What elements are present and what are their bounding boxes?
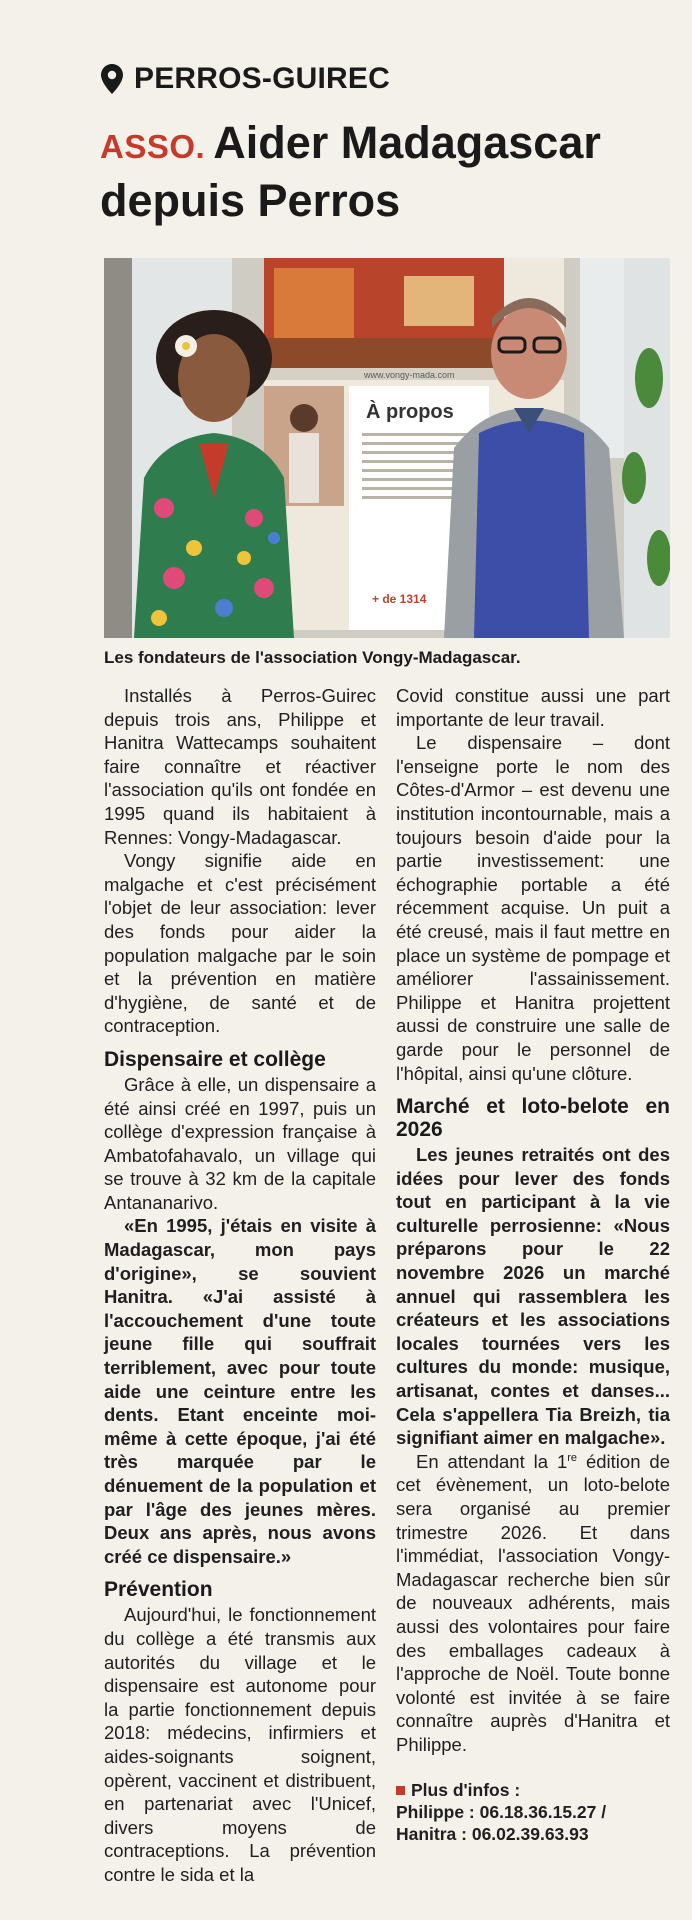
location-label: PERROS-GUIREC [134, 62, 390, 95]
article-column-2 [396, 684, 670, 1845]
paragraph: Installés à Perros-Guirec depuis trois ans, Philippe et Hanitra Wattecamps souhaitent faire connaître et réactiver l'association qu'ils ont fondée en 1995 quand ils habitaient à Rennes: Vongy-Madagascar. [104, 685, 376, 848]
location-header [100, 62, 390, 96]
paragraph: Covid constitue aussi une part importante de leur travail. [396, 685, 670, 730]
headline-line1: Aider Madagascar [213, 117, 601, 168]
contact-info [396, 1779, 670, 1845]
paragraph: Vongy signifie aide en malgache et c'est précisément l'objet de leur association: lever des fonds pour aider la population malgache par le soin et la prévention en matière d'hygiène, de santé et de contraception. [104, 850, 376, 1037]
superscript: re [567, 1451, 578, 1464]
paragraph: Grâce à elle, un dispensaire a été ainsi créé en 1997, puis un collège d'expression française à Ambatofahavalo, un village qui se trouve à 32 km de la capitale Antananarivo. [104, 1073, 376, 1213]
subheading: Marché et loto-belote en 2026 [396, 1095, 670, 1142]
subheading: Prévention [104, 1578, 213, 1602]
paragraph: Aujourd'hui, le fonctionnement du collège a été transmis aux autorités du village et le dispensaire est autonome pour la partie fonctionnement depuis 2018: médecins, infirmiers et aides-soignants soignent, opèrent, vaccinent et distribuent, en partenariat avec l'Unicef, divers moyens de contraceptions. La prévention contre le sida et la [104, 1604, 376, 1885]
paragraph: Le dispensaire – dont l'enseigne porte le nom des Côtes-d'Armor – est devenu une institution incontournable, mais a toujours besoin d'aide pour la partie investissement: une échographie portable a été récemment acquise. Un puit a été creusé, mais il faut mettre en place un système de pompage et améliorer l'assainissement. Philippe et Hanitra projettent aussi de construire une salle de garde pour le personnel de l'hôpital, ainsi qu'une clôture. [396, 732, 670, 1084]
article-headline [100, 116, 670, 228]
contact-philippe: Philippe : 06.18.36.15.27 / [396, 1801, 607, 1822]
bullet-square-icon [396, 1786, 405, 1795]
paragraph-rest: édition de cet évènement, un loto-belote sera organisé au premier trimestre 2026. Et dans l'immédiat, l'association Vongy-Madagascar recherche bien sûr de nouveaux adhérents, mais aussi des volontaires pour faire des emballages cadeaux à l'approche de Noël. Toute bonne volonté est invitée à se faire connaître auprès d'Hanitra et Philippe. [396, 1450, 671, 1755]
photo-illustration [104, 258, 670, 638]
headline-line2: depuis Perros [100, 175, 401, 226]
map-pin-icon [100, 63, 124, 95]
sign-title: À propos [366, 401, 454, 423]
quote-paragraph: «En 1995, j'étais en visite à Madagascar, mon pays d'origine», se souvient Hanitra. «J'ai assisté à l'accouchement d'une toute jeune fille qui souffrait terriblement, avec pour toute aide une ceinture entre les dents. Etant enceinte moi-même à cette époque, j'ai été très marquée par le dénuement de la population et par l'âge des jeunes mères. Deux ans après, nous avons créé ce dispensaire.» [104, 1215, 376, 1567]
quote-paragraph: Les jeunes retraités ont des idées pour lever des fonds tout en participant à la vie culturelle perrosienne: «Nous préparons pour le 22 novembre 2026 un marché annuel qui rassemblera les créateurs et les associations locales tournées vers les cultures du monde: musique, artisanat, contes et danses... Cela s'appellera Tia Breizh, tia signifiant aimer en malgache». [396, 1144, 670, 1449]
infos-title: Plus d'infos : [411, 1779, 521, 1800]
contact-hanitra: Hanitra : 06.02.39.63.93 [396, 1823, 589, 1844]
article-column-1 [104, 684, 376, 1887]
paragraph-start: En attendant la 1 [416, 1450, 568, 1472]
kicker: ASSO. [100, 128, 206, 165]
poster-url: www.vongy-mada.com [364, 370, 455, 380]
subheading: Dispensaire et collège [104, 1047, 326, 1071]
photo-caption: Les fondateurs de l'association Vongy-Madagascar. [104, 648, 521, 667]
paragraph [396, 1450, 670, 1757]
article-photo [104, 258, 670, 638]
sign-footer: + de 1314 [372, 592, 427, 606]
